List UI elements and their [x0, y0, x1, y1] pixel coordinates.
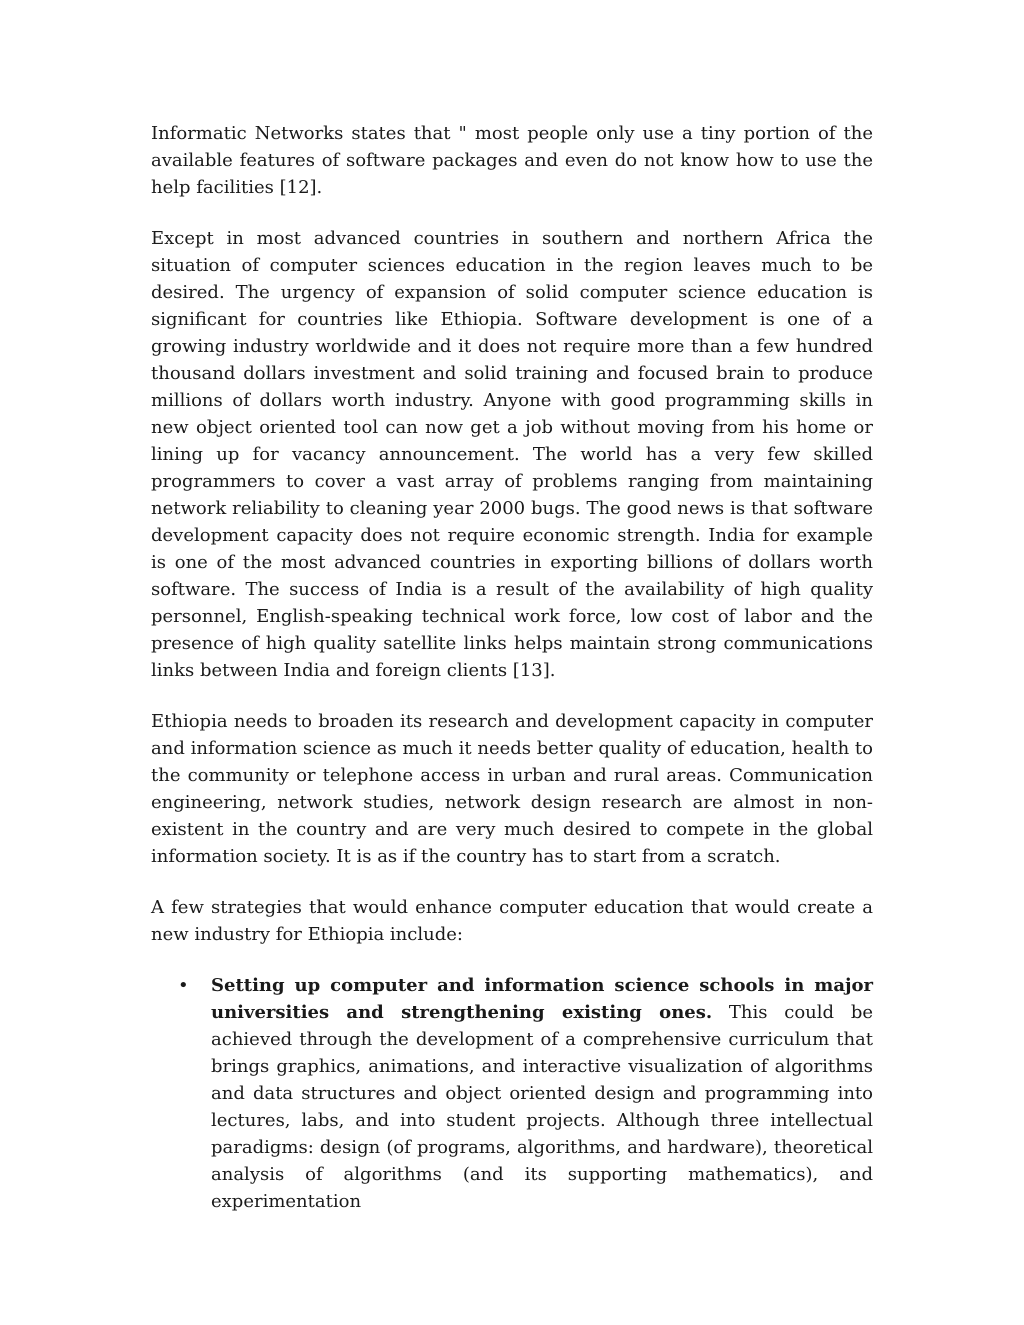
paragraph-informatic-networks: Informatic Networks states that " most people only use a tiny portion of the available features of software packages and even do not know how to use the help facilities [12].	[151, 123, 873, 198]
list-item-text: This could be achieved through the development of a comprehensive curriculum that brings graphics, animations, and interactive visualization of algorithms and data structures and object oriented design and programming into lectures, labs, and into student projects. Although three intellectual paradigms: design (of programs, algorithms, and hardware), theoretical analysis of algorithms (and its supporting mathematics), and experimentation	[211, 1002, 873, 1212]
list-item	[151, 972, 873, 1215]
paragraph-strategies-intro: A few strategies that would enhance computer education that would create a new industry for Ethiopia include:	[151, 897, 873, 945]
paragraph-ethiopia-research: Ethiopia needs to broaden its research and development capacity in computer and information science as much it needs better quality of education, health to the community or telephone access in urban and rural areas. Communication engineering, network studies, network design research are almost in non-existent in the country and are very much desired to compete in the global information society. It is as if the country has to start from a scratch.	[151, 711, 873, 867]
list-item-heading: Setting up computer and information science schools in major universities and strengthening existing ones.	[211, 975, 873, 1023]
strategies-list	[151, 972, 873, 1215]
document-page	[151, 120, 873, 1215]
bullet-icon: •	[178, 975, 189, 996]
paragraph-computer-science-education: Except in most advanced countries in southern and northern Africa the situation of computer sciences education in the region leaves much to be desired. The urgency of expansion of solid computer science education is significant for countries like Ethiopia. Software development is one of a growing industry worldwide and it does not require more than a few hundred thousand dollars investment and solid training and focused brain to produce millions of dollars worth industry. Anyone with good programming skills in new object oriented tool can now get a job without moving from his home or lining up for vacancy announcement. The world has a very few skilled programmers to cover a vast array of problems ranging from maintaining network reliability to cleaning year 2000 bugs. The good news is that software development capacity does not require economic strength. India for example is one of the most advanced countries in exporting billions of dollars worth software. The success of India is a result of the availability of high quality personnel, English-speaking technical work force, low cost of labor and the presence of high quality satellite links helps maintain strong communications links between India and foreign clients [13].	[151, 228, 873, 681]
